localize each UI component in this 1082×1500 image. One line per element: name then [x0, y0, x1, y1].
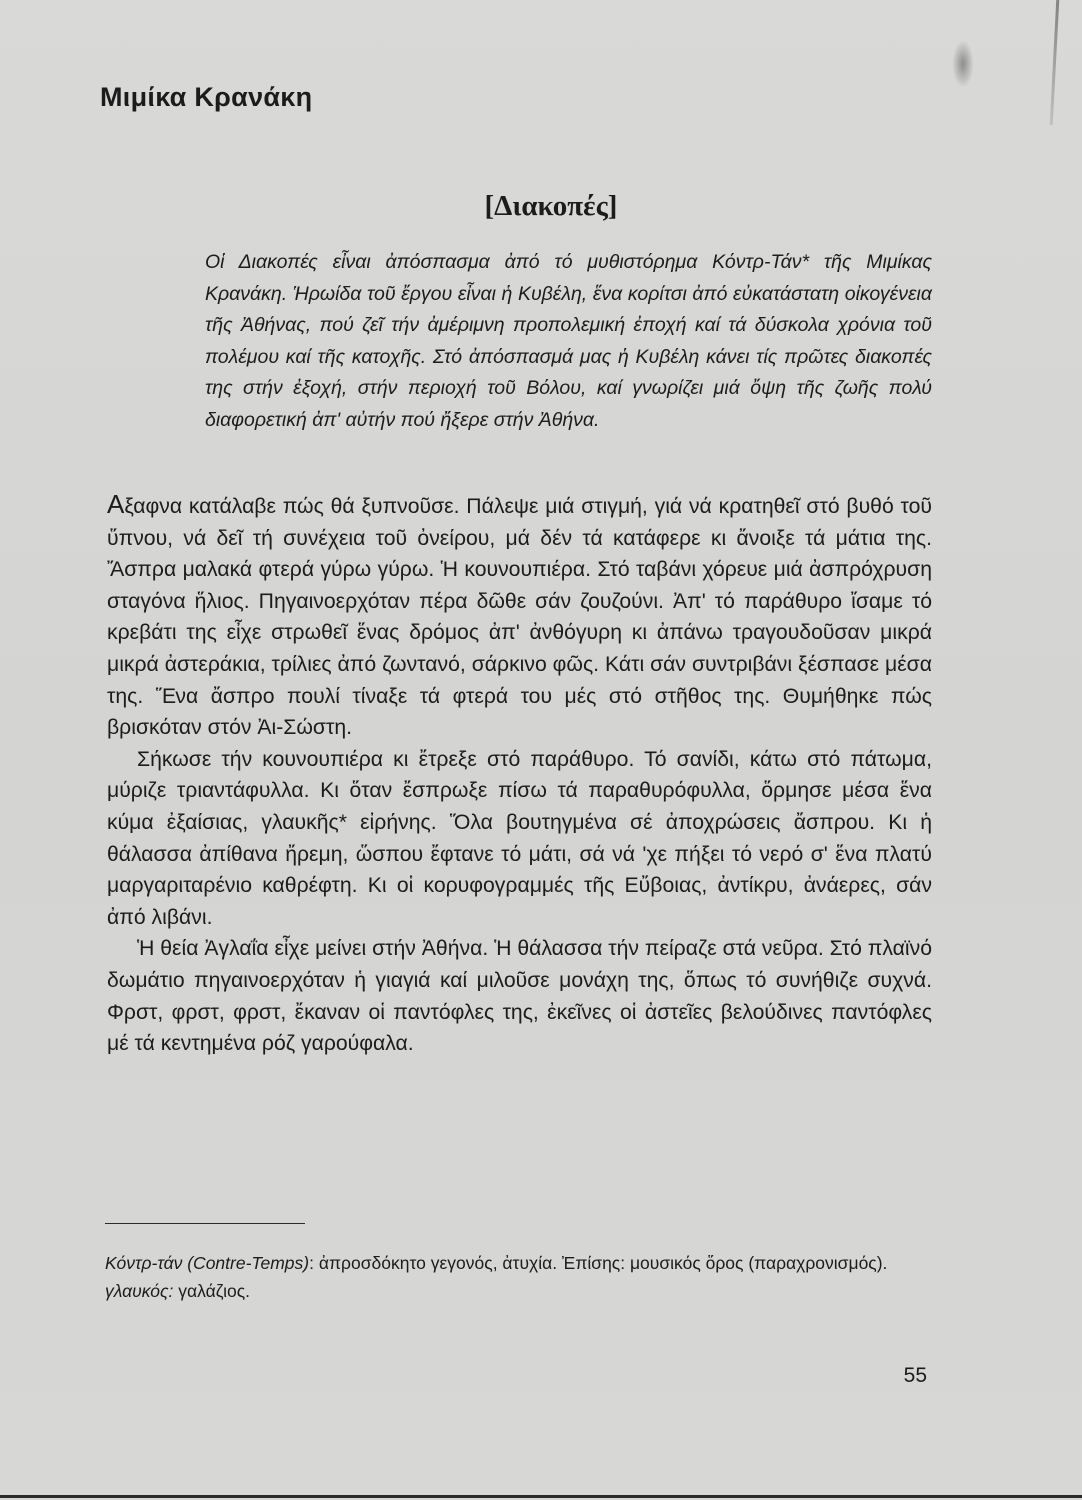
text-title: [Διακοπές] [484, 190, 618, 222]
footnote-2-term: γλαυκός: [105, 1281, 174, 1301]
body-paragraph-2: Σήκωσε τήν κουνουπιέρα κι ἔτρεξε στό παράθυρο. Τό σανίδι, κάτω στό πάτωμα, μύριζε τριαντάφυλλα. Κι ὅταν ἔσπρωξε πίσω τά παραθυρόφυλλα, ὅρμησε μέσα ἕνα κύμα ἐξαίσιας, γλαυκῆς* εἰρήνης. Ὅλα βουτηγμένα σέ ἀποχρώσεις ἄσπρου. Κι ἡ θάλασσα ἀπίθανα ἤρεμη, ὥσπου ἔφτανε τό μάτι, σά νά 'χε πήξει τό νερό σ' ἕνα πλατύ μαργαριταρένιο καθρέφτη. Κι οἱ κορυφογραμμές τῆς Εὔβοιας, ἀντίκρυ, ἀνάερες, σάν ἀπό λιβάνι. [107, 747, 932, 929]
main-text [107, 491, 932, 1060]
footnotes [105, 1249, 932, 1305]
body-paragraph-3: Ἡ θεία Ἀγλαΐα εἶχε μείνει στήν Ἀθήνα. Ἡ θάλασσα τήν πείραζε στά νεῦρα. Στό πλαϊνό δωμάτιο πηγαινοερχόταν ἡ γιαγιά καί μιλοῦσε μονάχη της, ὅπως τό συνήθιζε συχνά. Φρστ, φρστ, φρστ, ἔκαναν οἱ παντόφλες της, ἐκεῖνες οἱ ἀστεῖες βελούδινες παντόφλες μέ τά κεντημένα ρόζ γαρούφαλα. [107, 937, 932, 1056]
footnote-1-text: : ἀπροσδόκητο γεγονός, ἀτυχία. Ἐπίσης: μουσικός ὅρος (παραχρονισμός). [309, 1253, 888, 1273]
footnote-1 [105, 1249, 932, 1277]
page-number: 55 [903, 1364, 927, 1387]
author-name: Μιμίκα Κρανάκη [100, 82, 313, 112]
footnote-2-text: γαλάζιος. [173, 1281, 251, 1301]
footnote-2 [105, 1277, 932, 1305]
intro-paragraph: Οἱ Διακοπές εἶναι ἀπόσπασμα ἀπό τό μυθιστόρημα Κόντρ-Τάν* τῆς Μιμίκας Κρανάκη. Ἡρωίδα τοῦ ἔργου εἶναι ἡ Κυβέλη, ἕνα κορίτσι ἀπό εὐκατάστατη οἰκογένεια τῆς Ἀθήνας, πού ζεῖ τήν ἀμέριμνη προπολεμική ἐποχή καί τά δύσκολα χρόνια τοῦ πολέμου καί τῆς κατοχῆς. Στό ἀπόσπασμά μας ἡ Κυβέλη κάνει τίς πρῶτες διακοπές της στήν ἐξοχή, στήν περιοχή τοῦ Βόλου, καί γνωρίζει μιά ὄψη τῆς ζωῆς πολύ διαφορετική ἀπ' αὐτήν πού ἤξερε στήν Ἀθήνα. [205, 251, 932, 431]
scan-smudge [952, 40, 974, 88]
footnote-1-term: Κόντρ-τάν (Contre-Temps) [105, 1253, 310, 1273]
footnote-divider [105, 1223, 305, 1224]
scan-bottom-edge [0, 1495, 1082, 1498]
body-paragraph-1 [107, 491, 932, 744]
body-paragraph-1-text: ξαφνα κατάλαβε πώς θά ξυπνοῦσε. Πάλεψε μιά στιγμή, γιά νά κρατηθεῖ στό βυθό τοῦ ὕπνου, νά δεῖ τή συνέχεια τοῦ ὀνείρου, μά δέν τά κατάφερε κι ἄνοιξε τά μάτια της. Ἄσπρα μαλακά φτερά γύρω γύρω. Ἡ κουνουπιέρα. Στό ταβάνι χόρευε μιά ἀσπρόχρυση σταγόνα ἥλιος. Πηγαινοερχόταν πέρα δῶθε σάν ζουζούνι. Ἀπ' τό παράθυρο ἴσαμε τό κρεβάτι της εἶχε στρωθεῖ ἕνας δρόμος ἀπ' ἀνθόγυρη κι ἀπάνω τραγουδοῦσαν μικρά μικρά ἀστεράκια, τρίλιες ἀπό ζωντανό, σάρκινο φῶς. Κάτι σάν συντριβάνι ξέσπασε μέσα της. Ἕνα ἄσπρο πουλί τίναξε τά φτερά του μές στό στῆθος της. Θυμήθηκε πώς βρισκόταν στόν Ἀι-Σώστη. [107, 495, 932, 740]
scan-edge-mark [1050, 0, 1060, 125]
drop-cap: Α [107, 489, 125, 519]
